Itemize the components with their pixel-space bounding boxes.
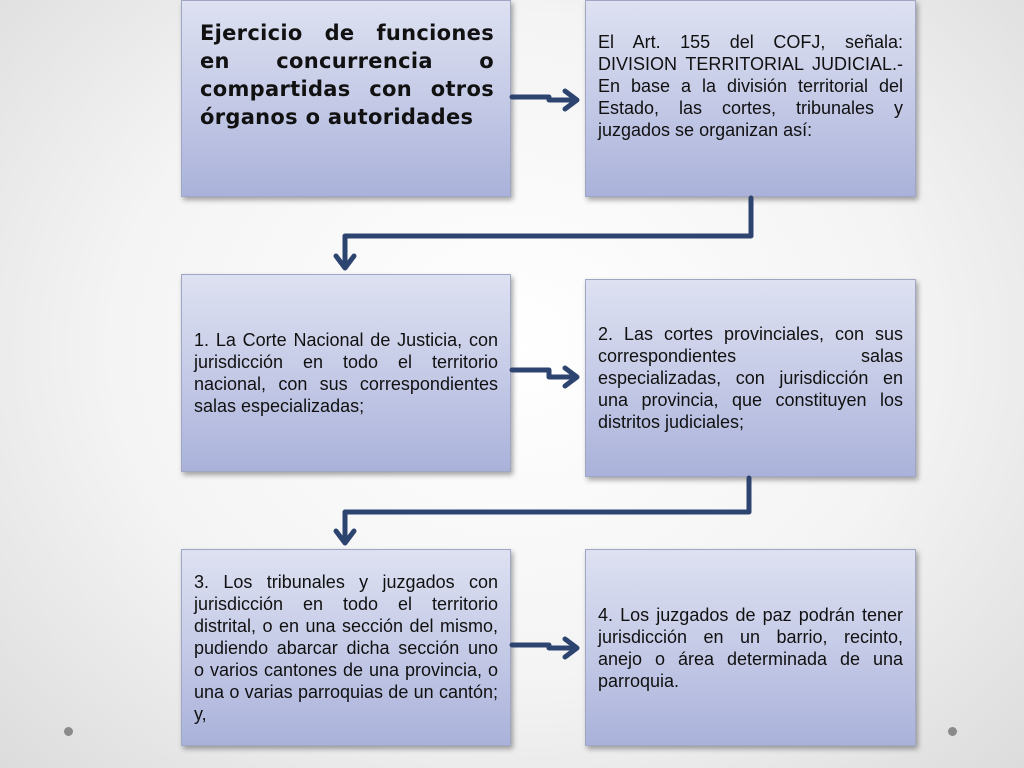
corte-nacional-text: 1. La Corte Nacional de Justicia, con jurisdicción en todo el territorio nacional, con sus correspondientes salas especializadas; bbox=[194, 330, 498, 416]
connector-arrow-5 bbox=[512, 645, 575, 648]
connector-arrow-2 bbox=[345, 198, 751, 266]
juzgados-de-paz-text: 4. Los juzgados de paz podrán tener jurisdicción en un barrio, recinto, anejo o área determinada de una parroquia. bbox=[598, 604, 903, 691]
tribunales-juzgados-text: 3. Los tribunales y juzgados con jurisdicción en todo el territorio distrital, o en una sección del mismo, pudiendo abarcar dicha sección uno o varios cantones de una provincia, o una o varias parroquias de un cantón; y, bbox=[194, 571, 498, 724]
corte-nacional-box bbox=[181, 274, 511, 472]
slide-dot-left bbox=[64, 727, 73, 736]
arrowhead-5 bbox=[565, 639, 577, 657]
arrowhead-2 bbox=[336, 256, 354, 268]
cortes-provinciales-text: 2. Las cortes provinciales, con sus correspondientes salas especializadas, con jurisdicción en una provincia, que constituyen los distritos judiciales; bbox=[598, 324, 903, 432]
connector-arrow-4 bbox=[345, 478, 749, 541]
article-155-box bbox=[585, 0, 916, 197]
connector-arrow-1 bbox=[512, 97, 575, 100]
arrowhead-3 bbox=[565, 368, 577, 386]
title-box bbox=[181, 0, 511, 197]
arrowhead-4 bbox=[336, 531, 354, 543]
title-text: Ejercicio de funciones en concurrencia o compartidas con otros órganos o autoridades bbox=[200, 21, 494, 129]
connector-arrow-3 bbox=[512, 370, 575, 377]
juzgados-de-paz-box bbox=[585, 549, 916, 746]
slide-dot-right bbox=[948, 727, 957, 736]
article-155-text: El Art. 155 del COFJ, señala: DIVISION TERRITORIAL JUDICIAL.- En base a la división territorial del Estado, las cortes, tribunales y juzgados se organizan así: bbox=[598, 32, 903, 140]
cortes-provinciales-box bbox=[585, 279, 916, 477]
tribunales-juzgados-box bbox=[181, 549, 511, 746]
arrowhead-1 bbox=[565, 91, 577, 109]
